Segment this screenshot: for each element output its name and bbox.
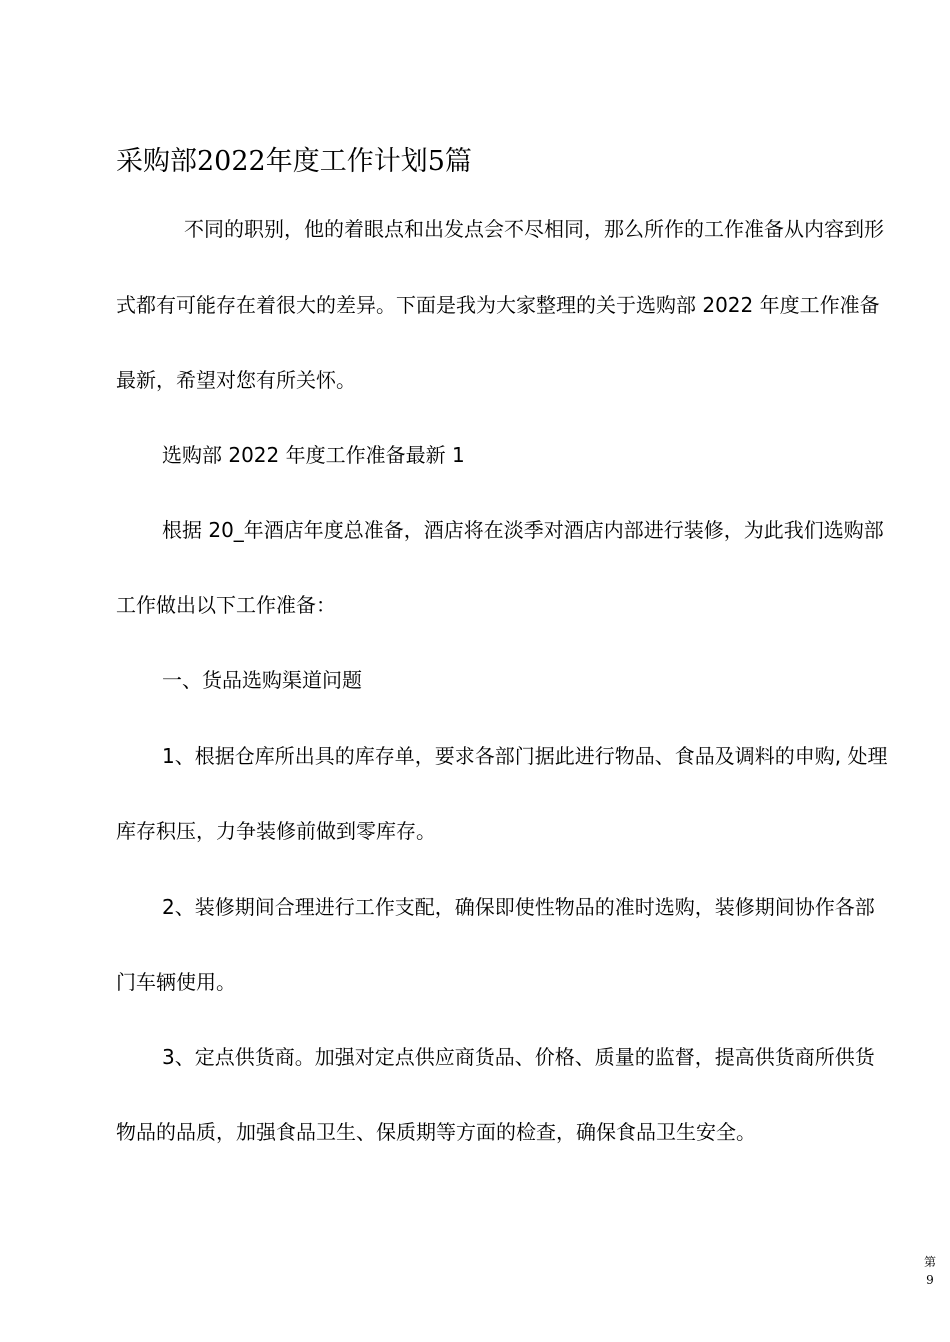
paragraph-line: 最新，希望对您有所关怀。	[116, 368, 356, 392]
paragraph-line: 工作做出以下工作准备：	[116, 593, 336, 617]
list-item-line: 物品的品质，加强食品卫生、保质期等方面的检查，确保食品卫生安全。	[116, 1120, 756, 1144]
page-label: 第	[923, 1255, 936, 1269]
list-item-line: 2、装修期间合理进行工作支配，确保即使性物品的准时选购，装修期间协作各部	[162, 895, 875, 919]
page-number	[918, 1253, 942, 1289]
paragraph-line: 不同的职别，他的着眼点和出发点会不尽相同，那么所作的工作准备从内容到形	[184, 217, 884, 241]
subsection-heading: 一、货品选购渠道问题	[162, 668, 362, 692]
section-heading: 选购部 2022 年度工作准备最新 1	[162, 443, 465, 467]
list-item-line: 门车辆使用。	[116, 970, 236, 994]
document-title: 采购部2022年度工作计划5篇	[116, 146, 472, 177]
list-item-line: 1、根据仓库所出具的库存单，要求各部门据此进行物品、食品及调料的申购, 处理	[162, 744, 888, 768]
page-number-value: 9	[926, 1273, 934, 1287]
list-item-line: 3、定点供货商。加强对定点供应商货品、价格、质量的监督，提高供货商所供货	[162, 1045, 875, 1069]
paragraph-line: 根据 20_年酒店年度总准备，酒店将在淡季对酒店内部进行装修，为此我们选购部	[162, 518, 884, 542]
paragraph-line: 式都有可能存在着很大的差异。下面是我为大家整理的关于选购部 2022 年度工作准备	[116, 293, 880, 317]
list-item-line: 库存积压，力争装修前做到零库存。	[116, 819, 436, 843]
